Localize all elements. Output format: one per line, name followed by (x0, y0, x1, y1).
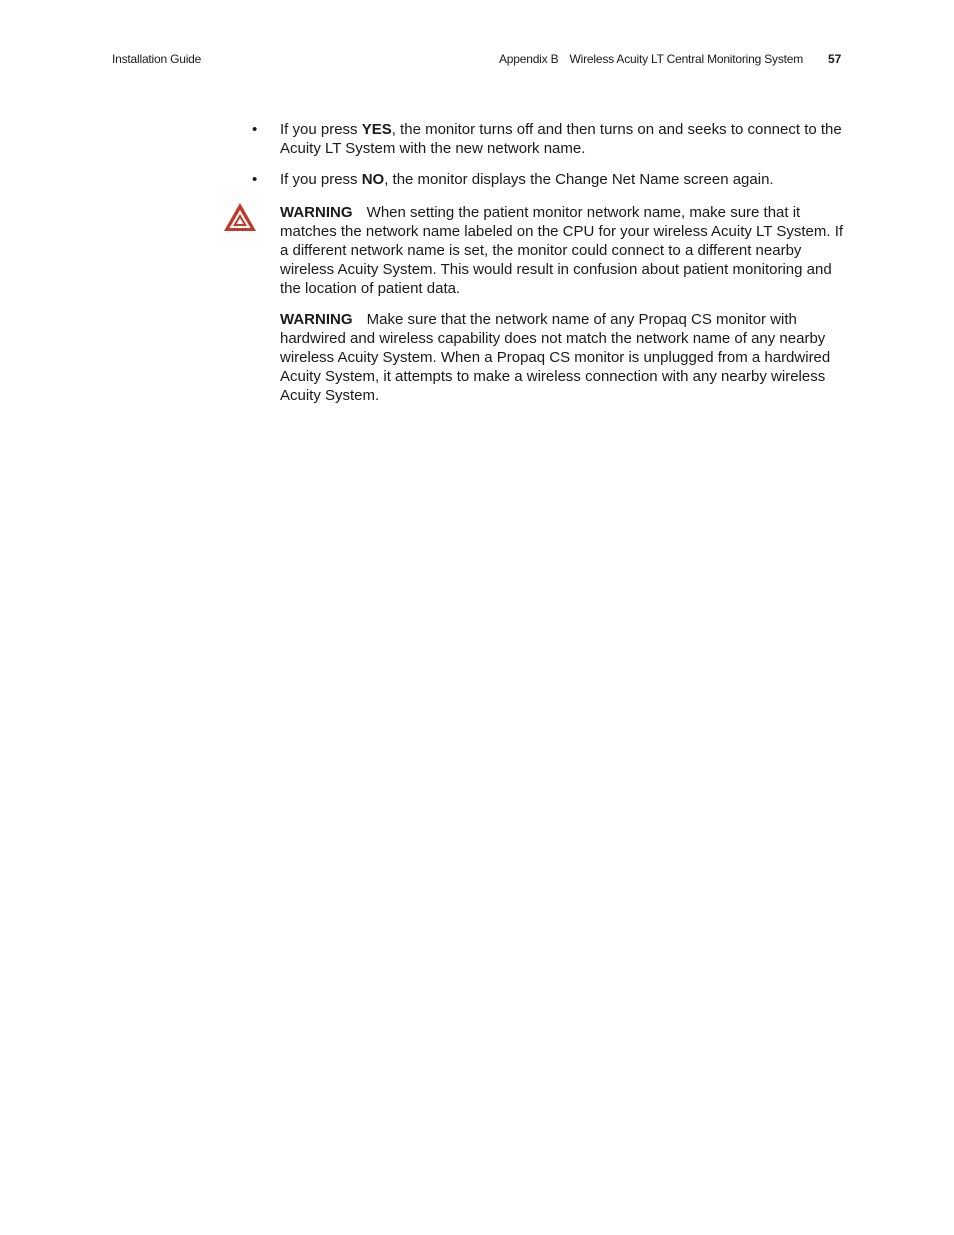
bullet-symbol: • (252, 121, 258, 138)
bullet-suffix: , the monitor displays the Change Net Name screen again. (384, 171, 774, 188)
page-header (0, 52, 954, 70)
warning-text: Make sure that the network name of any Propaq CS monitor with hardwired and wireless capability does not match the network name of any nearby wireless Acuity System. When a Propaq CS monitor is unplugged from a hardwired Acuity System, it attempts to make a wireless connection with any nearby wireless Acuity System. (280, 311, 831, 404)
page-number: 57 (828, 52, 842, 66)
bullet-symbol: • (252, 171, 258, 188)
warning-paragraph (280, 310, 845, 405)
section-title (499, 52, 803, 66)
bullet-text (280, 121, 842, 157)
warning-paragraph (280, 203, 845, 298)
chapter-title: Wireless Acuity LT Central Monitoring System (569, 52, 804, 66)
page-body (250, 120, 845, 417)
bullet-suffix: , the monitor turns off and then turns on and seeks to connect to the Acuity LT System with the new network name. (280, 121, 842, 157)
bullet-text (280, 171, 774, 188)
warning-text: When setting the patient monitor network name, make sure that it matches the network name labeled on the CPU for your wireless Acuity LT System. If a different network name is set, the monitor could connect to a different nearby wireless Acuity System. This would result in confusion about patient monitoring and the location of patient data. (280, 204, 844, 297)
bullet-prefix: If you press (280, 121, 362, 138)
list-item (250, 120, 845, 158)
key-label-yes: YES (361, 121, 392, 138)
warning-triangle-icon (222, 201, 258, 233)
bullet-list (250, 120, 845, 189)
document-title: Installation Guide (112, 52, 202, 66)
warning-block (250, 203, 845, 405)
list-item (250, 170, 845, 189)
warning-label: WARNING (280, 204, 353, 221)
bullet-prefix: If you press (280, 171, 362, 188)
warning-label: WARNING (280, 311, 353, 328)
appendix-label: Appendix B (499, 52, 559, 66)
key-label-no: NO (361, 171, 385, 188)
